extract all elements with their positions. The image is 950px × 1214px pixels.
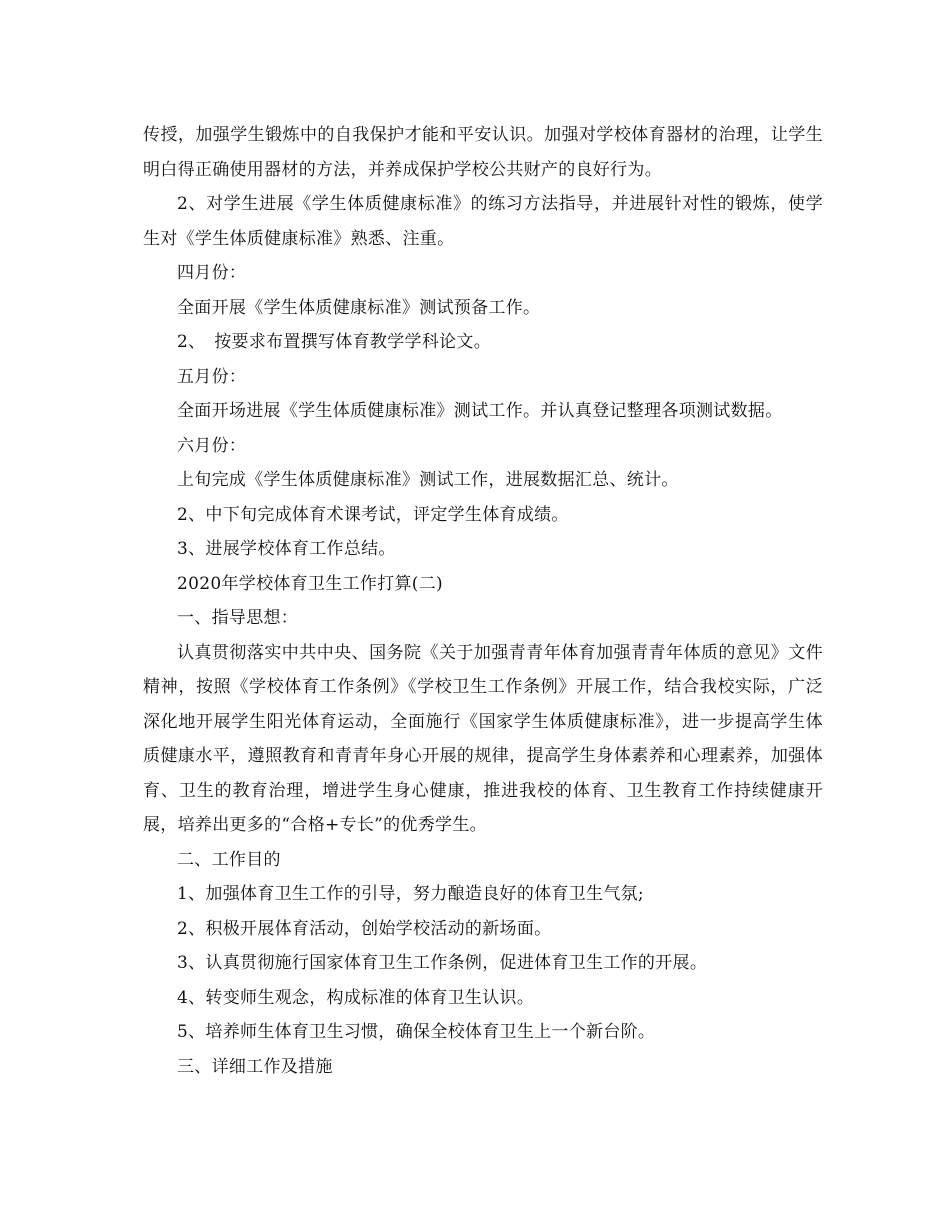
section-heading: 二、工作目的 [177, 849, 281, 870]
paragraph: 认真贯彻落实中共中央、国务院《关于加强青青年体育加强青青年体质的意见》文件精神，按照《学校体育工作条例》《学校卫生工作条例》开展工作，结合我校实际，广泛深化地开展学生阳光体育运动，全面施行《国家学生体质健康标准》，进一步提高学生体质健康水平，遵照教育和青青年身心开展的规律，提高学生身体素养和心理素养，加强体育、卫生的教育治理，增进学生身心健康，推进我校的体育、卫生教育工作持续健康开展，培养出更多的“合格+专长”的优秀学生。 [143, 642, 823, 835]
paragraph: 全面开场进展《学生体质健康标准》测试工作。并认真登记整理各项测试数据。 [177, 401, 783, 421]
paragraph: 上旬完成《学生体质健康标准》测试工作，进展数据汇总、统计。 [177, 470, 679, 490]
paragraph: 全面开展《学生体质健康标准》测试预备工作。 [177, 297, 541, 318]
paragraph: 2、对学生进展《学生体质健康标准》的练习方法指导，并进展针对性的锻炼，使学生对《学生体质健康标准》熟悉、注重。 [143, 194, 823, 249]
document-body [143, 118, 823, 1084]
list-item: 2、积极开展体育活动，创始学校活动的新场面。 [177, 918, 552, 939]
list-item: 1、加强体育卫生工作的引导，努力酿造良好的体育卫生气氛; [177, 884, 644, 904]
month-heading-april: 四月份： [177, 263, 247, 283]
section-title: 2020年学校体育卫生工作打算(二) [177, 573, 443, 594]
list-item: 4、转变师生观念，构成标准的体育卫生认识。 [177, 987, 535, 1008]
list-item: 3、认真贯彻施行国家体育卫生工作条例，促进体育卫生工作的开展。 [177, 953, 708, 973]
section-heading: 三、详细工作及措施 [177, 1056, 333, 1077]
paragraph: 3、进展学校体育工作总结。 [177, 539, 396, 559]
list-item: 5、培养师生体育卫生习惯，确保全校体育卫生上一个新台阶。 [177, 1022, 656, 1042]
section-heading: 一、指导思想： [177, 608, 299, 628]
paragraph: 2、中下旬完成体育术课考试，评定学生体育成绩。 [177, 504, 569, 525]
month-heading-june: 六月份： [177, 435, 247, 456]
month-heading-may: 五月份： [177, 366, 247, 387]
paragraph: 2、 按要求布置撰写体育教学学科论文。 [177, 332, 492, 352]
paragraph: 传授，加强学生锻炼中的自我保护才能和平安认识。加强对学校体育器材的治理，让学生明白得正确使用器材的方法，并养成保护学校公共财产的良好行为。 [143, 125, 823, 180]
